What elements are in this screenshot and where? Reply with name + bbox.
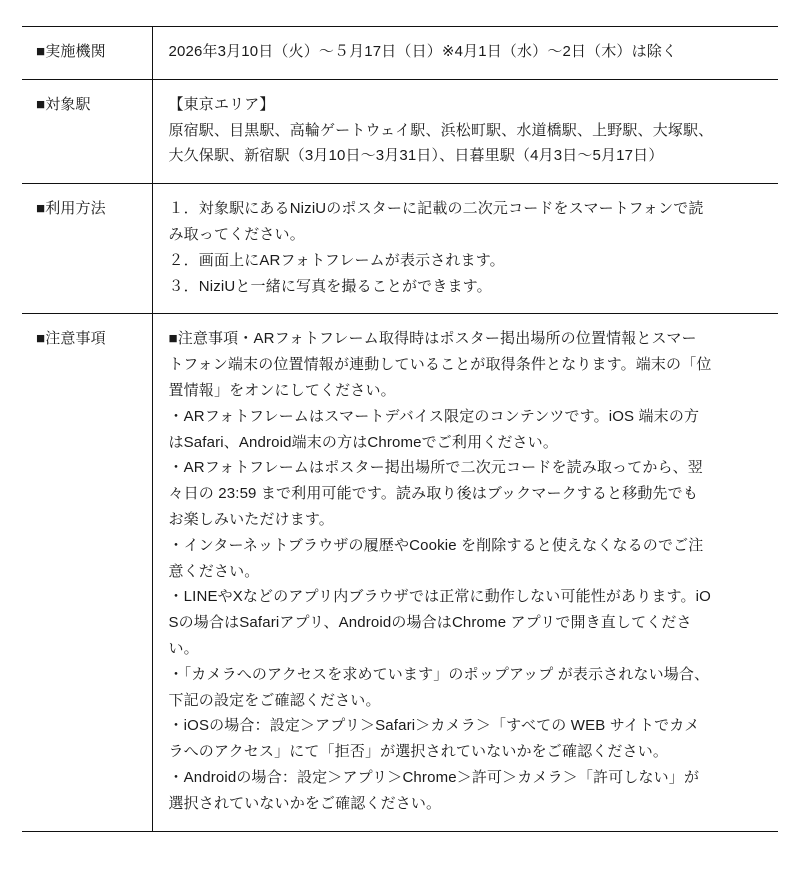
text-line: ラへのアクセス」にて「拒否」が選択されていないかをご確認ください。 [168, 743, 669, 761]
text-line: トフォン端末の位置情報が連動していることが取得条件となります。端末の「位 [168, 356, 712, 374]
row-value-howto [152, 184, 778, 314]
text-line: はSafari、Android端末の方はChromeでご利用ください。 [168, 433, 558, 451]
row-value-notes [152, 314, 778, 831]
row-value-stations [152, 79, 778, 183]
table-row [22, 27, 778, 80]
text-line: 【東京エリア】 [168, 95, 275, 113]
text-line: 下記の設定をご確認ください。 [168, 691, 381, 709]
text-line: ・ARフォトフレームはポスター掲出場所で二次元コードを読み取ってから、翌 [168, 459, 703, 477]
text-line: お楽しみいただけます。 [168, 510, 334, 528]
row-label-period: ■実施機関 [22, 27, 152, 80]
text-line: 々日の 23:59 まで利用可能です。読み取り後はブックマークすると移動先でも [168, 485, 698, 503]
text-line: 原宿駅、目黒駅、高輪ゲートウェイ駅、浜松町駅、水道橋駅、上野駅、大塚駅、 [168, 121, 714, 139]
text-line: ・インターネットブラウザの履歴やCookie を削除すると使えなくなるのでご注 [168, 536, 704, 554]
row-label-notes: ■注意事項 [22, 314, 152, 831]
table-row [22, 314, 778, 831]
text-line: 2026年3月10日（火）〜５月17日（日）※4月1日（水）〜2日（木）は除く [168, 43, 678, 60]
text-line: Sの場合はSafariアプリ、Androidの場合はChrome アプリで開き直してくださ [168, 614, 692, 632]
text-line: ・iOSの場合：設定＞アプリ＞Safari＞カメラ＞「すべての WEB サイトでカメ [168, 717, 700, 735]
row-label-howto: ■利用方法 [22, 184, 152, 314]
campaign-info-table [22, 26, 778, 832]
text-line: 大久保駅、新宿駅（3月10日〜3月31日）、日暮里駅（4月3日〜5月17日） [168, 147, 664, 165]
text-line: ２．画面上にARフォトフレームが表示されます。 [168, 251, 505, 269]
table-row [22, 79, 778, 183]
row-value-period [152, 27, 778, 80]
text-line: ・「カメラへのアクセスを求めています」のポップアップ が表示されない場合、 [168, 665, 710, 683]
text-line: ３．NiziUと一緒に写真を撮ることができます。 [168, 277, 492, 295]
text-line: 意ください。 [168, 562, 260, 580]
text-line: 選択されていないかをご確認ください。 [168, 794, 442, 812]
text-line: み取ってください。 [168, 225, 305, 243]
table-row [22, 184, 778, 314]
text-line: ・ARフォトフレームはスマートデバイス限定のコンテンツです。iOS 端末の方 [168, 407, 700, 425]
text-line: 置情報」をオンにしてください。 [168, 381, 396, 399]
text-line: ■注意事項・ARフォトフレーム取得時はポスター掲出場所の位置情報とスマー [168, 330, 697, 348]
text-line: １．対象駅にあるNiziUのポスターに記載の二次元コードをスマートフォンで読 [168, 200, 704, 218]
row-label-stations: ■対象駅 [22, 79, 152, 183]
text-line: ・Androidの場合：設定＞アプリ＞Chrome＞許可＞カメラ＞「許可しない」が [168, 768, 700, 786]
text-line: い。 [168, 639, 199, 657]
text-line: ・LINEやXなどのアプリ内ブラウザでは正常に動作しない可能性があります。iO [168, 588, 711, 606]
